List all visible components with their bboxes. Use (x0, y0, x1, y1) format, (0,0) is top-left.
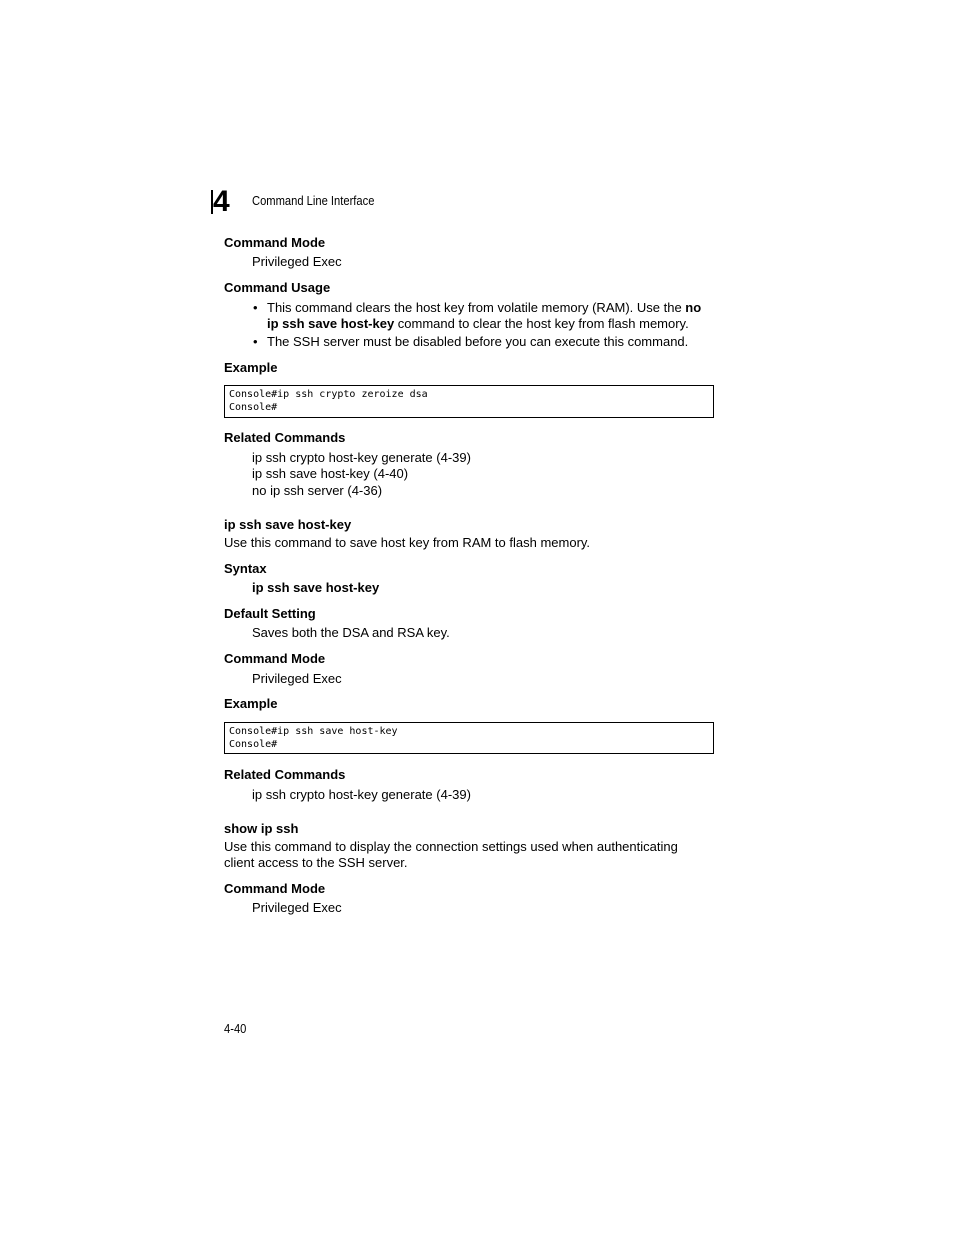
usage-bold-text: no (685, 300, 702, 315)
related-command: ip ssh save host-key (4-40) (252, 466, 409, 481)
usage-bullet-2: The SSH server must be disabled before you can execute this command. (267, 334, 689, 349)
code-line: Console# (229, 739, 278, 750)
command-description-line-1: Use this command to display the connection settings used when authenticating (224, 839, 678, 854)
chapter-title: Command Line Interface (252, 193, 375, 208)
related-command: no ip ssh server (4-36) (252, 483, 383, 498)
default-setting-value: Saves both the DSA and RSA key. (252, 625, 450, 640)
usage-text: This command clears the host key from volatile memory (RAM). Use the (267, 300, 686, 315)
related-commands-heading: Related Commands (224, 430, 346, 445)
code-line: Console#ip ssh save host-key (229, 726, 398, 737)
command-usage-heading: Command Usage (224, 280, 331, 295)
command-description: Use this command to save host key from RAM to flash memory. (224, 535, 591, 550)
command-title: ip ssh save host-key (224, 517, 352, 532)
usage-bullet-1-line-1 (267, 300, 701, 315)
command-mode-heading: Command Mode (224, 881, 326, 896)
chapter-number: 4 (213, 185, 229, 218)
usage-bullet-1-line-2 (267, 316, 689, 331)
default-setting-heading: Default Setting (224, 606, 316, 621)
usage-bold-command: ip ssh save host-key (267, 316, 395, 331)
example-code-block (224, 385, 714, 418)
command-title: show ip ssh (224, 821, 299, 836)
bullet-marker: • (253, 334, 258, 349)
command-mode-value: Privileged Exec (252, 900, 342, 915)
syntax-value: ip ssh save host-key (252, 580, 380, 595)
command-mode-value: Privileged Exec (252, 254, 342, 269)
command-mode-heading: Command Mode (224, 651, 326, 666)
command-mode-value: Privileged Exec (252, 671, 342, 686)
code-line: Console# (229, 402, 278, 413)
page-number: 4-40 (224, 1021, 247, 1036)
code-line: Console#ip ssh crypto zeroize dsa (229, 389, 428, 400)
bullet-marker: • (253, 300, 258, 315)
example-heading: Example (224, 360, 278, 375)
syntax-heading: Syntax (224, 561, 267, 576)
related-commands-heading: Related Commands (224, 767, 346, 782)
usage-text: command to clear the host key from flash memory. (394, 316, 689, 331)
command-mode-heading: Command Mode (224, 235, 326, 250)
related-command: ip ssh crypto host-key generate (4-39) (252, 787, 471, 802)
command-description-line-2: client access to the SSH server. (224, 855, 408, 870)
related-command: ip ssh crypto host-key generate (4-39) (252, 450, 471, 465)
example-code-block (224, 722, 714, 754)
example-heading: Example (224, 696, 278, 711)
